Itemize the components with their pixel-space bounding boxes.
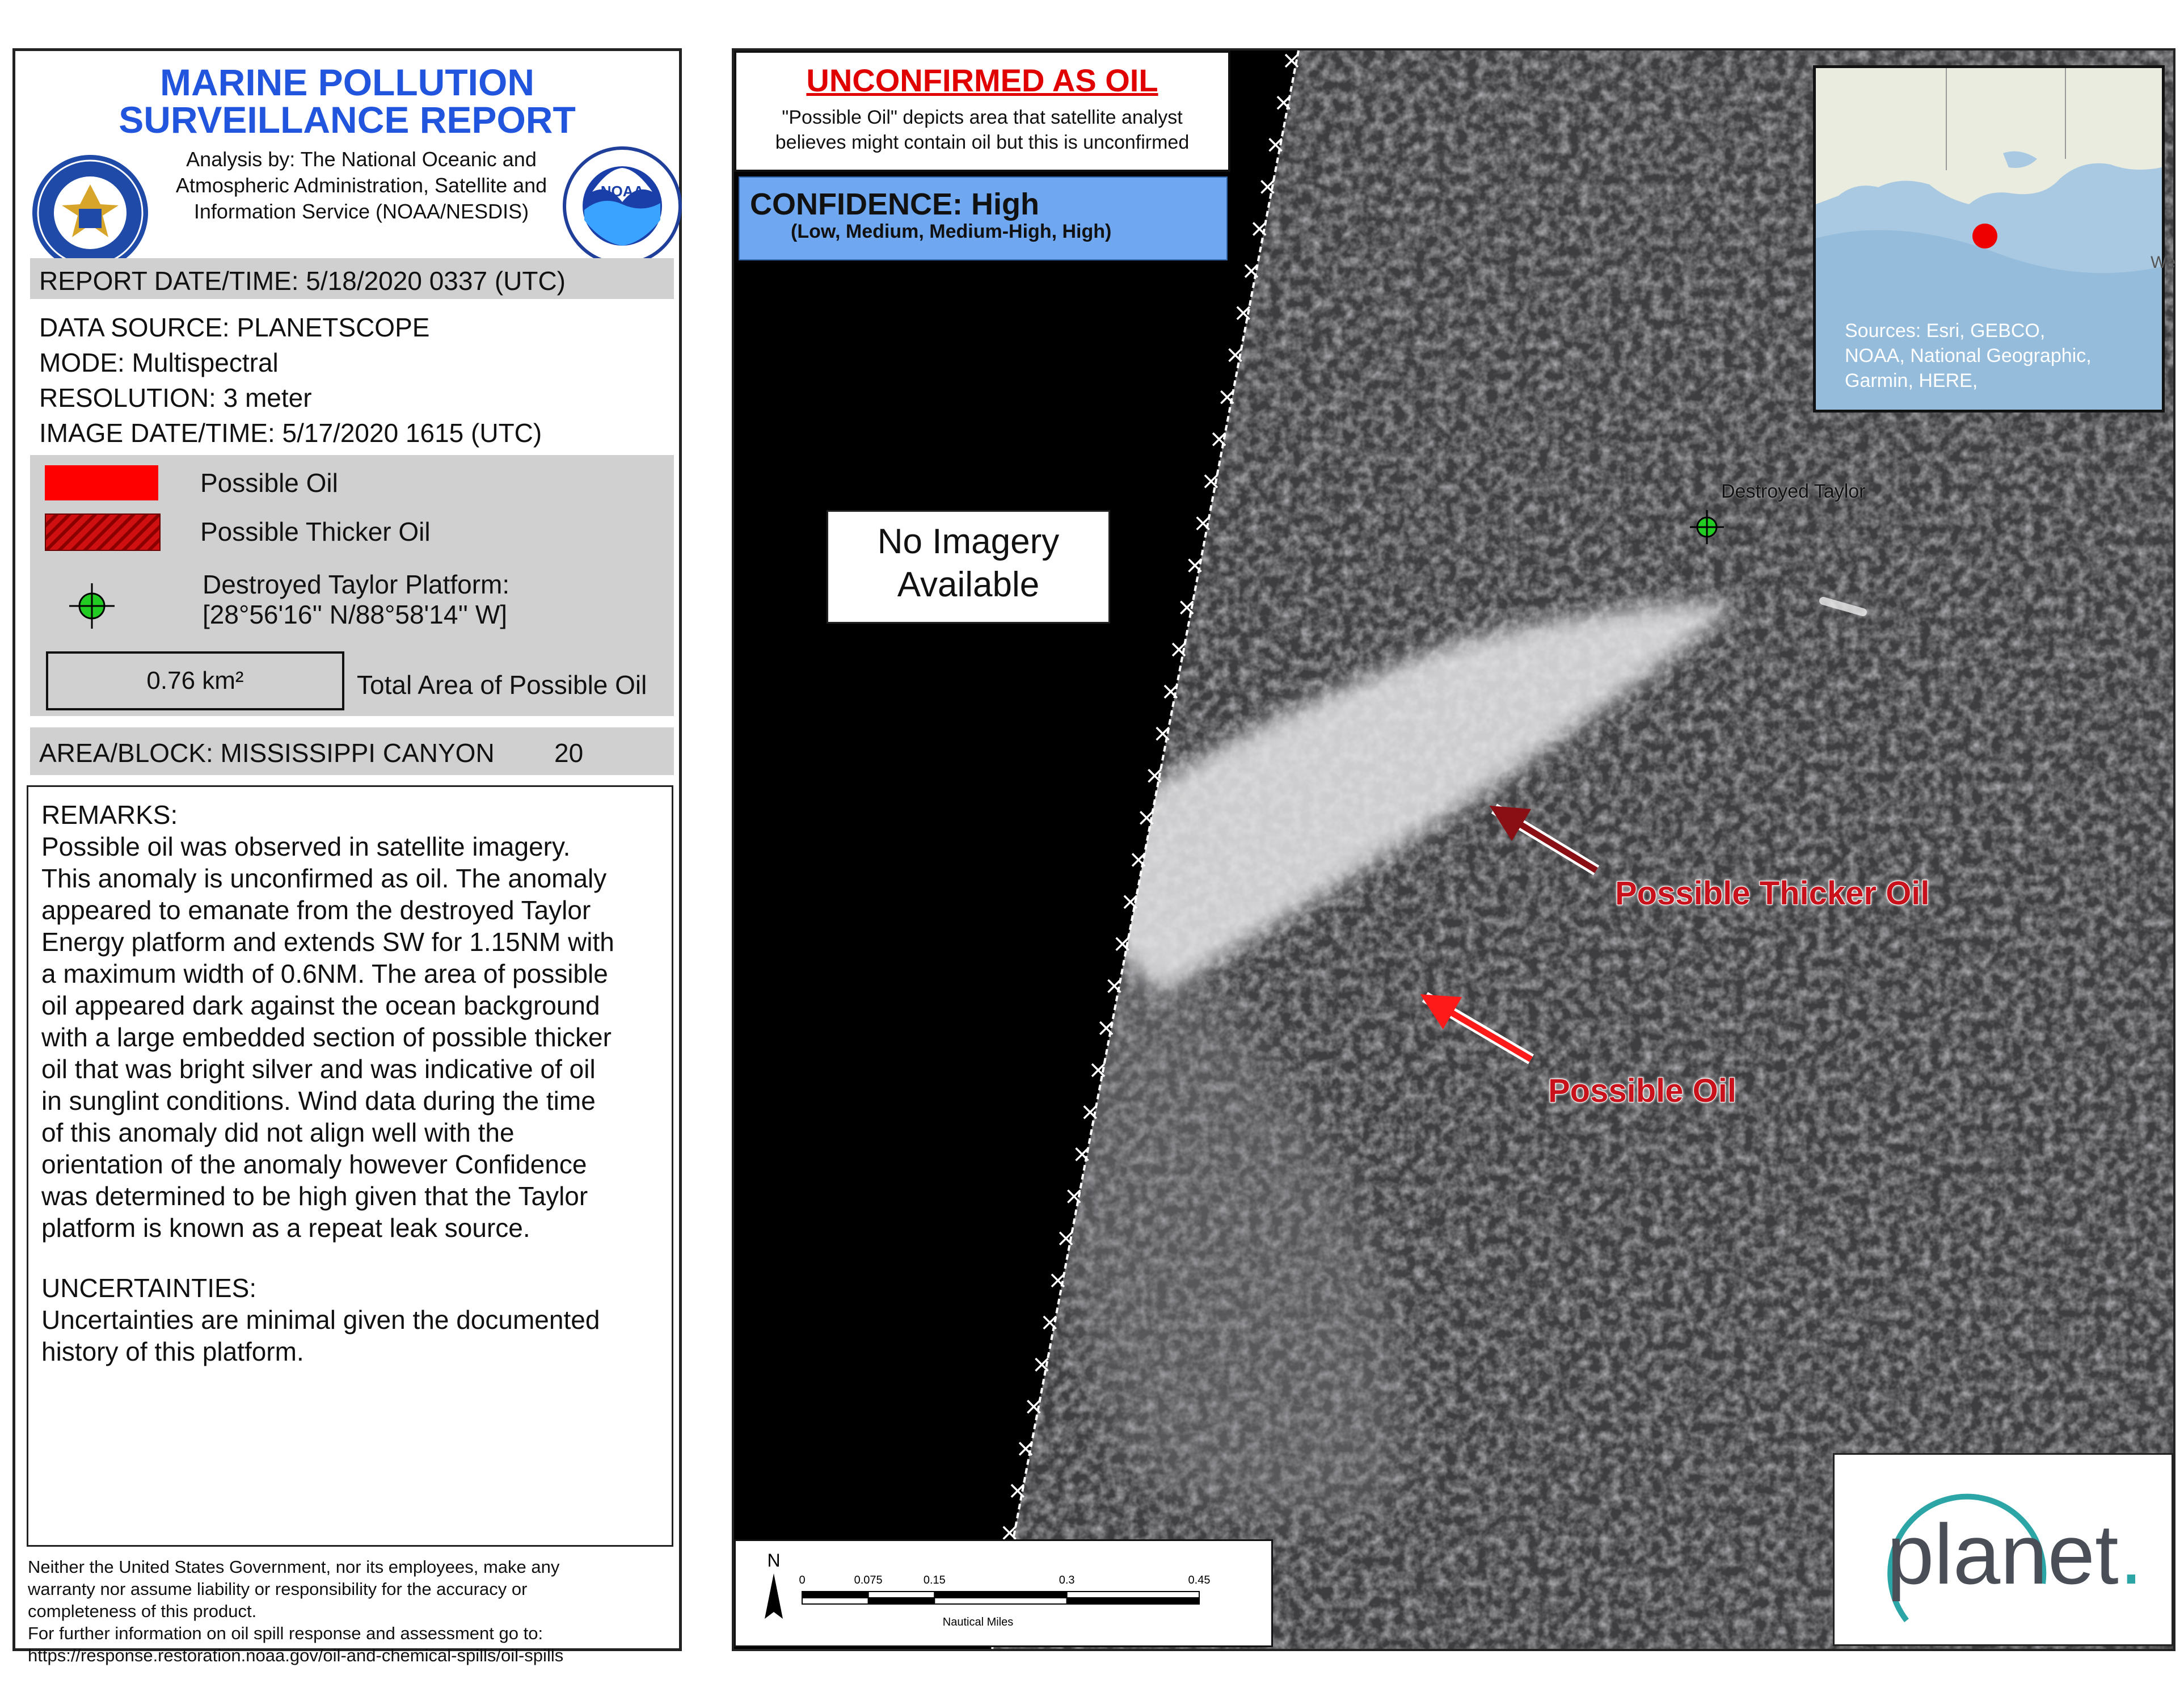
legend-platform-line2: [28°56'16'' N/88°58'14'' W]: [203, 600, 508, 629]
remarks-line: was determined to be high given that the Taylor: [41, 1181, 588, 1211]
remarks-line: of this anomaly did not align well with the: [41, 1118, 515, 1147]
report-panel: [12, 48, 682, 1665]
inset-sources-line2: NOAA, National Geographic,: [1845, 345, 2092, 367]
remarks-line: in sunglint conditions. Wind data during the time: [41, 1086, 596, 1115]
info-link[interactable]: https://response.restoration.noaa.gov/oil-and-chemical-spills/oil-spills: [28, 1645, 564, 1665]
north-label: N: [767, 1550, 781, 1571]
scale-segment-bottom: [868, 1598, 935, 1604]
mode: MODE: Multispectral: [39, 348, 279, 377]
scale-tick-label: 0.45: [1188, 1574, 1211, 1586]
disclaimer-line3: completeness of this product.: [28, 1601, 257, 1621]
possible-oil-arrow-icon: [1425, 997, 1531, 1059]
platform-label: Destroyed Taylor: [1721, 481, 1866, 502]
report-datetime: REPORT DATE/TIME: 5/18/2020 0337 (UTC): [39, 266, 566, 296]
unconfirmed-title: UNCONFIRMED AS OIL: [806, 62, 1158, 98]
inset-sources-line3: Garmin, HERE,: [1845, 370, 1978, 392]
confidence-title: CONFIDENCE: High: [750, 187, 1039, 221]
disclaimer-line2: warranty nor assume liability or responsibility for the accuracy or: [28, 1579, 528, 1599]
uncertainties-heading: UNCERTAINTIES:: [41, 1273, 257, 1303]
scale-bar: [734, 1539, 1273, 1647]
disclaimer-line1: Neither the United States Government, nor its employees, make any: [28, 1557, 560, 1577]
legend-possible-oil: Possible Oil: [200, 468, 338, 498]
remarks-heading: REMARKS:: [41, 800, 178, 830]
no-imagery-line1: No Imagery: [877, 522, 1060, 561]
north-arrow-icon: [765, 1573, 783, 1619]
no-imagery-line2: Available: [897, 565, 1040, 604]
noaa-logo-text: NOAA: [600, 183, 644, 200]
planet-logo-dot: .: [2119, 1506, 2143, 1602]
report-title-line1: MARINE POLLUTION: [160, 61, 534, 103]
annotation-arrows: [734, 50, 2176, 1649]
remarks-line: Possible oil was observed in satellite imagery.: [41, 832, 571, 861]
resolution: RESOLUTION: 3 meter: [39, 383, 312, 412]
remarks-line: a maximum width of 0.6NM. The area of possible: [41, 959, 608, 988]
legend-platform-line1: Destroyed Taylor Platform:: [203, 570, 510, 599]
scale-segment-bottom: [934, 1598, 1066, 1604]
scale-unit-label: Nautical Miles: [942, 1616, 1014, 1628]
data-source: DATA SOURCE: PLANETSCOPE: [39, 313, 430, 342]
inset-sources-line1: Sources: Esri, GEBCO,: [1845, 320, 2046, 342]
scale-segment-top: [868, 1592, 935, 1598]
remarks-line: Energy platform and extends SW for 1.15NM with: [41, 927, 614, 957]
unconfirmed-line2: believes might contain oil but this is unconfirmed: [775, 132, 1190, 153]
remarks-line: oil that was bright silver and was indicative of oil: [41, 1054, 596, 1084]
remarks-line: with a large embedded section of possible thicker: [41, 1022, 612, 1052]
scale-tick-label: 0.3: [1059, 1574, 1075, 1586]
remarks-line: oil appeared dark against the ocean background: [41, 991, 600, 1020]
satellite-map[interactable]: [732, 48, 2175, 1651]
legend-possible-thicker-oil: Possible Thicker Oil: [200, 517, 431, 546]
total-area-label: Total Area of Possible Oil: [357, 670, 647, 700]
analysis-line1: Analysis by: The National Oceanic and: [186, 148, 537, 171]
uncertainties-line2: history of this platform.: [41, 1337, 304, 1366]
possible-thicker-oil-swatch: [45, 513, 161, 551]
disclaimer-line4: For further information on oil spill response and assessment go to:: [28, 1623, 543, 1643]
remarks-line: platform is known as a repeat leak source.: [41, 1213, 530, 1243]
possible-oil-label: Possible Oil: [1548, 1072, 1736, 1109]
scale-segment-top: [802, 1592, 868, 1598]
boundary-x-marker: [979, 1653, 992, 1665]
inset-edge-label: We: [2151, 253, 2176, 272]
scale-segment-bottom: [1067, 1598, 1199, 1604]
unconfirmed-line1: "Possible Oil" depicts area that satellite analyst: [782, 107, 1183, 128]
image-datetime: IMAGE DATE/TIME: 5/17/2020 1615 (UTC): [39, 418, 542, 448]
scale-tick-label: 0: [799, 1574, 806, 1586]
report-title-line2: SURVEILLANCE REPORT: [119, 99, 576, 141]
scale-segment-bottom: [802, 1598, 868, 1604]
platform-marker-icon: [69, 583, 115, 629]
analysis-line3: Information Service (NOAA/NESDIS): [193, 200, 529, 223]
remarks-text: [41, 831, 665, 1244]
possible-oil-swatch: [45, 465, 158, 500]
scale-segment-top: [1067, 1592, 1199, 1598]
uncertainties-line1: Uncertainties are minimal given the documented: [41, 1305, 600, 1335]
remarks-line: orientation of the anomaly however Confidence: [41, 1150, 587, 1179]
planet-logo-icon: [1833, 1453, 2173, 1646]
scale-tick-label: 0.075: [854, 1574, 883, 1586]
area-block-number: 20: [554, 738, 584, 768]
thicker-oil-arrow-icon: [1494, 809, 1596, 870]
analysis-line2: Atmospheric Administration, Satellite and: [175, 174, 547, 197]
area-block-label: AREA/BLOCK: MISSISSIPPI CANYON: [39, 738, 495, 768]
planet-logo-text: planet: [1887, 1506, 2119, 1602]
confidence-scale: (Low, Medium, Medium-High, High): [791, 221, 1112, 242]
thicker-oil-label: Possible Thicker Oil: [1615, 875, 1930, 912]
remarks-line: This anomaly is unconfirmed as oil. The anomaly: [41, 864, 607, 893]
remarks-line: appeared to emanate from the destroyed Taylor: [41, 895, 591, 925]
total-area-value: 0.76 km²: [46, 651, 344, 710]
scale-tick-label: 0.15: [923, 1574, 946, 1586]
scale-segment-top: [934, 1592, 1066, 1598]
